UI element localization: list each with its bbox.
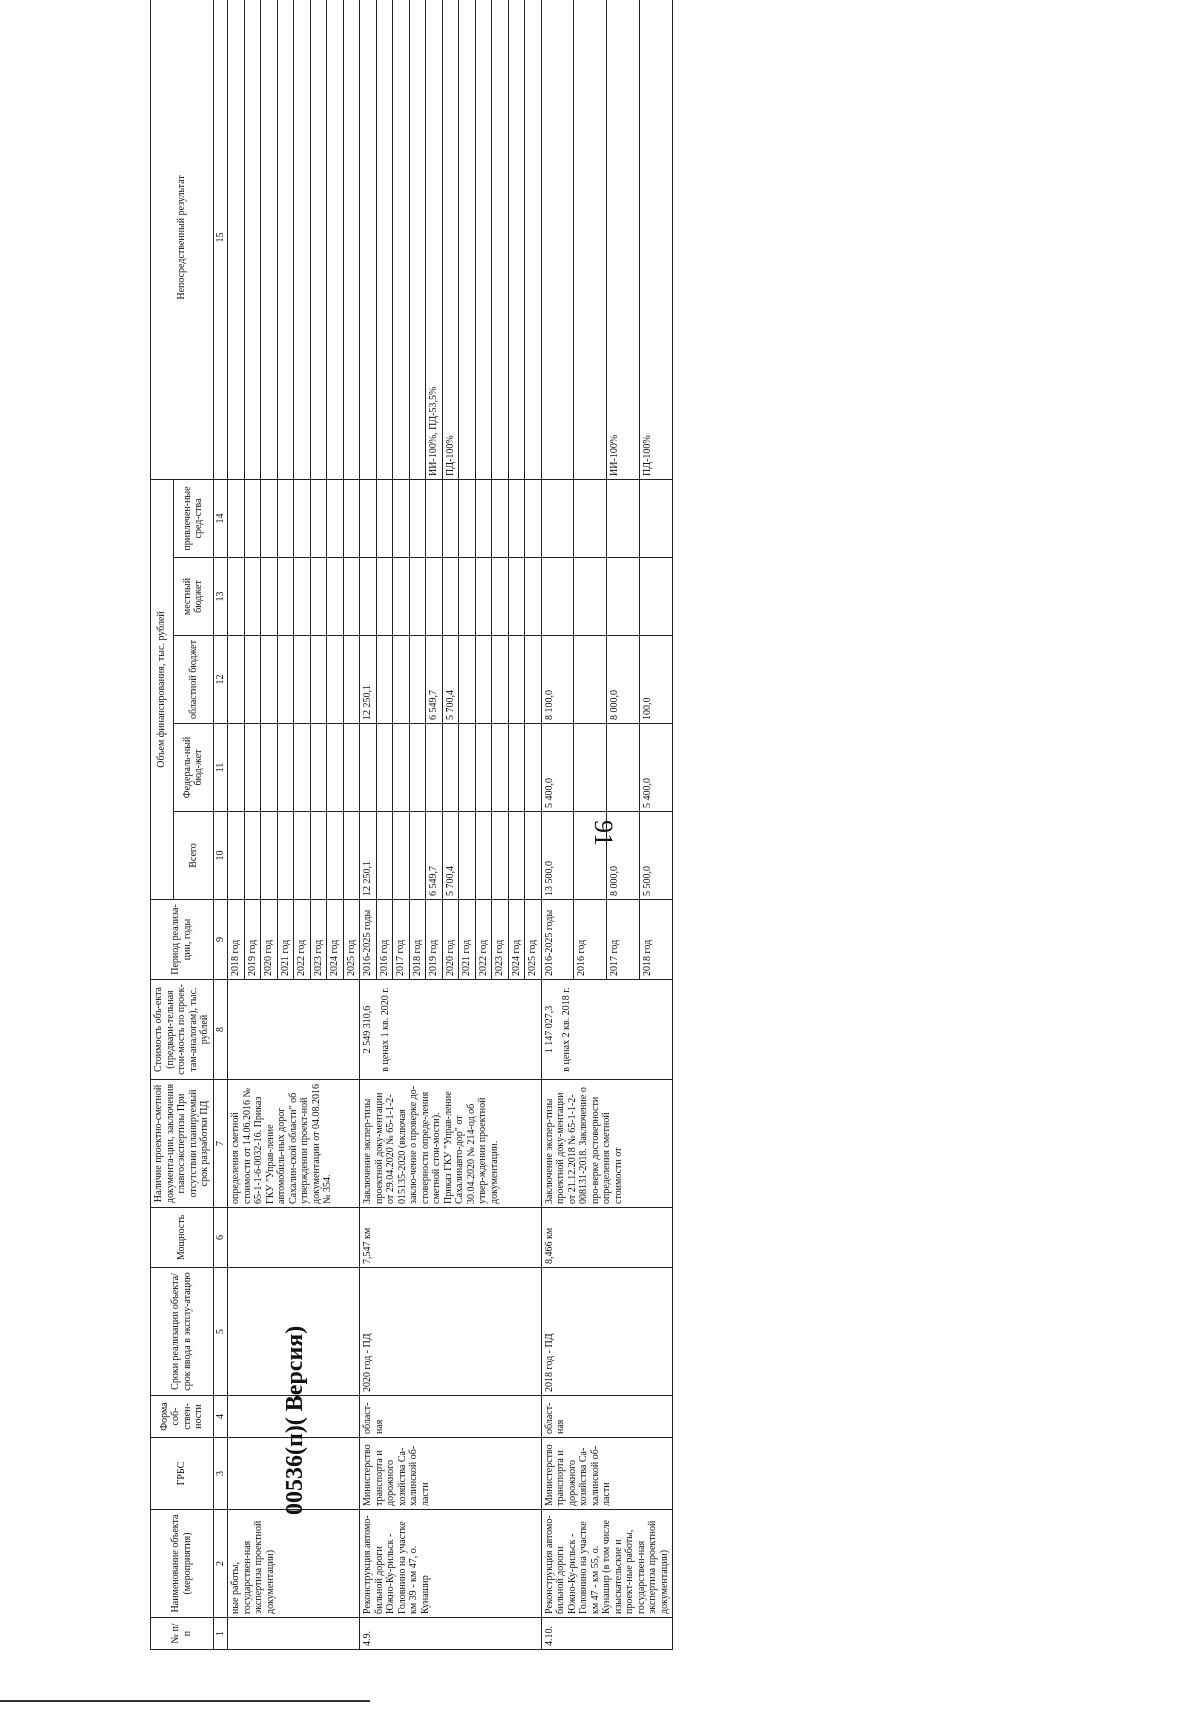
period-cell: 2018 год	[640, 900, 673, 980]
total-cell	[310, 812, 327, 900]
total-cell: 5 500,0	[640, 812, 673, 900]
col-number: 9	[213, 900, 228, 980]
period-cell: 2024 год	[508, 900, 525, 980]
regional-cell	[459, 636, 476, 724]
local-cell	[393, 558, 410, 636]
federal-cell	[607, 724, 640, 812]
regional-cell: 5 700,4	[442, 636, 459, 724]
federal-cell	[310, 724, 327, 812]
local-cell	[228, 558, 245, 636]
attracted-cell	[310, 479, 327, 557]
total-cell	[294, 812, 311, 900]
total-cell	[261, 812, 278, 900]
result-cell	[492, 0, 509, 479]
federal-cell	[475, 724, 492, 812]
local-cell	[492, 558, 509, 636]
regional-cell	[294, 636, 311, 724]
attracted-cell	[376, 479, 393, 557]
attracted-cell	[343, 479, 360, 557]
local-cell	[310, 558, 327, 636]
total-cell	[277, 812, 294, 900]
federal-cell	[574, 724, 607, 812]
header-cost: Стоимость объ-екта (предвари-тельная стои-мость по проек-там-аналогам), тыс. рублей	[151, 980, 214, 1080]
regional-cell	[277, 636, 294, 724]
federal-cell	[277, 724, 294, 812]
period-cell: 2020 год	[442, 900, 459, 980]
regional-cell: 8 100,0	[541, 636, 574, 724]
federal-cell	[228, 724, 245, 812]
local-cell	[525, 558, 542, 636]
col-number: 7	[213, 1080, 228, 1208]
regional-cell	[574, 636, 607, 724]
period-cell: 2022 год	[294, 900, 311, 980]
federal-cell	[492, 724, 509, 812]
regional-cell: 100,0	[640, 636, 673, 724]
period-cell: 2021 год	[277, 900, 294, 980]
period-cell: 2018 год	[409, 900, 426, 980]
period-cell: 2023 год	[310, 900, 327, 980]
local-cell	[327, 558, 344, 636]
federal-cell	[327, 724, 344, 812]
regional-cell	[310, 636, 327, 724]
total-cell	[376, 812, 393, 900]
object-4-9-block	[360, 0, 542, 1650]
federal-cell: 5 400,0	[640, 724, 673, 812]
total-cell	[508, 812, 525, 900]
capacity-cell	[228, 1208, 360, 1268]
attracted-cell	[459, 479, 476, 557]
total-cell	[459, 812, 476, 900]
attracted-cell	[393, 479, 410, 557]
object-name-cell: Реконструкция автомо-бильной дороги Южно-Ку-рильск - Головнино на участке км 47 - км 55, о. Кунашир (в том числе изыскательские и проект-ные работы, государствен-ная экспертиза проектной документации)	[541, 1510, 673, 1618]
col-number: 11	[213, 724, 228, 812]
result-cell	[277, 0, 294, 479]
total-cell: 6 549,7	[426, 812, 443, 900]
attracted-cell	[294, 479, 311, 557]
regional-cell	[508, 636, 525, 724]
local-cell	[294, 558, 311, 636]
local-cell	[508, 558, 525, 636]
total-cell: 5 700,4	[442, 812, 459, 900]
grbs-cell: Министерство транспорта и дорожного хозяйства Са-халинской об-ласти	[360, 1438, 542, 1510]
cost-price-note: в ценах 1 кв. 2020 г.	[379, 987, 391, 1072]
header-ownership: Форма соб-ствен-ности	[151, 1396, 214, 1438]
regional-cell	[475, 636, 492, 724]
result-cell	[508, 0, 525, 479]
total-cell	[492, 812, 509, 900]
period-cell: 2020 год	[261, 900, 278, 980]
row-number-cell: 4.9.	[360, 1618, 542, 1650]
header-capacity: Мощность	[151, 1208, 214, 1268]
result-cell: ПД-100%	[640, 0, 673, 479]
period-cell: 2016-2025 годы	[541, 900, 574, 980]
documentation-cell: Заключение экспер-тизы проектной доку-ментации от 29.04.2020 № 65-1-1-2-015135-2020 (включая заклю-чение о проверке до-стоверности опреде-ления сметной стои-мости). Приказ ГКУ "Управ-ление Сахалинавто-дор" от 30.04.2020 № 214-од об утвер-ждении проектной документации.	[360, 1080, 542, 1208]
object-name-cell: ные работы, государствен-ная экспертиза проектной документации)	[228, 1510, 360, 1618]
result-cell	[261, 0, 278, 479]
row-number-cell: 4.10.	[541, 1618, 673, 1650]
federal-cell	[393, 724, 410, 812]
result-cell	[541, 0, 574, 479]
period-cell: 2018 год	[228, 900, 245, 980]
result-cell	[327, 0, 344, 479]
regional-cell	[228, 636, 245, 724]
local-cell	[574, 558, 607, 636]
regional-cell	[376, 636, 393, 724]
attracted-cell	[360, 479, 377, 557]
total-cell	[228, 812, 245, 900]
local-cell	[442, 558, 459, 636]
terms-cell: 2018 год - ПД	[541, 1268, 673, 1396]
period-cell: 2016-2025 годы	[360, 900, 377, 980]
col-number: 8	[213, 980, 228, 1080]
regional-cell	[343, 636, 360, 724]
table-row	[228, 0, 245, 1650]
federal-cell	[409, 724, 426, 812]
period-cell: 2016 год	[376, 900, 393, 980]
local-cell	[640, 558, 673, 636]
row-number-cell	[228, 1618, 360, 1650]
regional-cell	[393, 636, 410, 724]
federal-cell	[525, 724, 542, 812]
financing-table	[150, 0, 673, 1650]
ownership-cell: област-ная	[360, 1396, 542, 1438]
result-cell	[294, 0, 311, 479]
total-cell: 13 500,0	[541, 812, 574, 900]
header-row-1	[151, 0, 174, 1650]
capacity-cell: 7,547 км	[360, 1208, 542, 1268]
result-cell: ИИ-100%, ПД-53,5%	[426, 0, 443, 479]
local-cell	[459, 558, 476, 636]
federal-cell	[244, 724, 261, 812]
header-total: Всего	[174, 812, 213, 900]
cost-value: 2 549 310,6	[362, 1005, 373, 1054]
attracted-cell	[409, 479, 426, 557]
header-federal: Федераль-ный бюд-жет	[174, 724, 213, 812]
result-cell: ИИ-100%	[607, 0, 640, 479]
period-cell: 2019 год	[426, 900, 443, 980]
object-name-cell: Реконструкция автомо-бильной дороги Южно-Ку-рильск - Головнино на участке км 39 - км 47, о. Кунашир	[360, 1510, 542, 1618]
col-number: 15	[213, 0, 228, 479]
local-cell	[426, 558, 443, 636]
period-cell: 2025 год	[525, 900, 542, 980]
period-cell: 2017 год	[607, 900, 640, 980]
result-cell	[360, 0, 377, 479]
period-cell: 2024 год	[327, 900, 344, 980]
header-regional: областной бюджет	[174, 636, 213, 724]
cost-price-note: в ценах 2 кв. 2018 г.	[561, 987, 572, 1072]
total-cell	[409, 812, 426, 900]
total-cell	[475, 812, 492, 900]
regional-cell	[525, 636, 542, 724]
result-cell	[343, 0, 360, 479]
federal-cell	[261, 724, 278, 812]
col-number: 14	[213, 479, 228, 557]
regional-cell	[409, 636, 426, 724]
result-cell	[310, 0, 327, 479]
local-cell	[261, 558, 278, 636]
page-number: 91	[589, 820, 618, 846]
federal-cell	[294, 724, 311, 812]
scan-edge-line	[0, 1700, 370, 1702]
documentation-cell: Заключение экспер-тизы проектной доку-ментации от 21.12.2018 № 65-1-1-2-008131-2018. Заключение о про-верке достоверности определения сметной стоимости от	[541, 1080, 673, 1208]
total-cell	[525, 812, 542, 900]
result-cell	[574, 0, 607, 479]
header-local: местный бюджет	[174, 558, 213, 636]
cost-cell	[360, 980, 542, 1080]
federal-cell: 5 400,0	[541, 724, 574, 812]
result-cell	[525, 0, 542, 479]
attracted-cell	[508, 479, 525, 557]
document-stamp: 00536(п)( Версия)	[282, 1325, 308, 1515]
period-cell: 2017 год	[393, 900, 410, 980]
header-attracted: привлечен-ные сред-ства	[174, 479, 213, 557]
result-cell	[393, 0, 410, 479]
period-cell: 2021 год	[459, 900, 476, 980]
attracted-cell	[640, 479, 673, 557]
local-cell	[409, 558, 426, 636]
attracted-cell	[327, 479, 344, 557]
table-row	[541, 0, 574, 1650]
result-cell	[244, 0, 261, 479]
object-4-10-block	[541, 0, 673, 1650]
local-cell	[607, 558, 640, 636]
header-grbs: ГРБС	[151, 1438, 214, 1510]
regional-cell	[492, 636, 509, 724]
attracted-cell	[525, 479, 542, 557]
regional-cell: 12 250,1	[360, 636, 377, 724]
period-cell: 2019 год	[244, 900, 261, 980]
col-number: 12	[213, 636, 228, 724]
terms-cell: 2020 год - ПД	[360, 1268, 542, 1396]
capacity-cell: 8,466 км	[541, 1208, 673, 1268]
cost-cell	[228, 980, 360, 1080]
attracted-cell	[475, 479, 492, 557]
total-cell	[343, 812, 360, 900]
attracted-cell	[426, 479, 443, 557]
col-number: 3	[213, 1438, 228, 1510]
result-cell	[475, 0, 492, 479]
header-num: № п/п	[151, 1618, 214, 1650]
local-cell	[277, 558, 294, 636]
result-cell	[228, 0, 245, 479]
col-number: 5	[213, 1268, 228, 1396]
regional-cell	[261, 636, 278, 724]
total-cell	[393, 812, 410, 900]
period-cell: 2022 год	[475, 900, 492, 980]
period-cell: 2023 год	[492, 900, 509, 980]
local-cell	[360, 558, 377, 636]
column-number-row	[213, 0, 228, 1650]
local-cell	[541, 558, 574, 636]
col-number: 2	[213, 1510, 228, 1618]
header-documentation: Наличие проектно-сметной документа-ции, заключения главгосэкспертизы При отсутствии планируемый срок разработки ПД	[151, 1080, 214, 1208]
federal-cell	[343, 724, 360, 812]
regional-cell	[244, 636, 261, 724]
regional-cell	[327, 636, 344, 724]
total-cell: 8 000,0	[607, 812, 640, 900]
regional-cell: 6 549,7	[426, 636, 443, 724]
regional-cell: 8 000,0	[607, 636, 640, 724]
col-number: 10	[213, 812, 228, 900]
cost-value: 1 147 027,3	[543, 1005, 555, 1054]
header-terms: Сроки реализации объекта/ срок ввода в эксплу-атацию	[151, 1268, 214, 1396]
attracted-cell	[574, 479, 607, 557]
result-cell	[409, 0, 426, 479]
col-number: 4	[213, 1396, 228, 1438]
total-cell: 12 250,1	[360, 812, 377, 900]
federal-cell	[442, 724, 459, 812]
period-cell: 2016 год	[574, 900, 607, 980]
attracted-cell	[277, 479, 294, 557]
header-result: Непосредственный результат	[151, 0, 214, 479]
attracted-cell	[244, 479, 261, 557]
cost-cell	[541, 980, 673, 1080]
header-period: Период реализа-ции, годы	[151, 900, 214, 980]
federal-cell	[459, 724, 476, 812]
federal-cell	[508, 724, 525, 812]
attracted-cell	[442, 479, 459, 557]
header-financing: Объем финансирования, тыс. рублей	[151, 479, 174, 899]
local-cell	[475, 558, 492, 636]
header-name: Наименование объекта (мероприятия)	[151, 1510, 214, 1618]
federal-cell	[426, 724, 443, 812]
attracted-cell	[261, 479, 278, 557]
grbs-cell: Министерство транспорта и дорожного хозяйства Са-халинской об-ласти	[541, 1438, 673, 1510]
local-cell	[376, 558, 393, 636]
federal-cell	[376, 724, 393, 812]
result-cell	[376, 0, 393, 479]
col-number: 1	[213, 1618, 228, 1650]
col-number: 13	[213, 558, 228, 636]
documentation-cell: определения сметной стоимости от 14.06.2016 № 65-1-1-6-0032-16. Приказ ГКУ "Управ-ление автомобиль-ных дорог Сахалин-ской области" об утверждении проект-ной документации от 04.08.2016 № 354.	[228, 1080, 360, 1208]
col-number: 6	[213, 1208, 228, 1268]
attracted-cell	[541, 479, 574, 557]
local-cell	[244, 558, 261, 636]
total-cell	[244, 812, 261, 900]
ownership-cell: област-ная	[541, 1396, 673, 1438]
attracted-cell	[607, 479, 640, 557]
attracted-cell	[492, 479, 509, 557]
local-cell	[343, 558, 360, 636]
period-cell: 2025 год	[343, 900, 360, 980]
result-cell	[459, 0, 476, 479]
total-cell	[327, 812, 344, 900]
table-row	[360, 0, 377, 1650]
result-cell: ПД-100%	[442, 0, 459, 479]
attracted-cell	[228, 479, 245, 557]
total-cell	[574, 812, 607, 900]
federal-cell	[360, 724, 377, 812]
